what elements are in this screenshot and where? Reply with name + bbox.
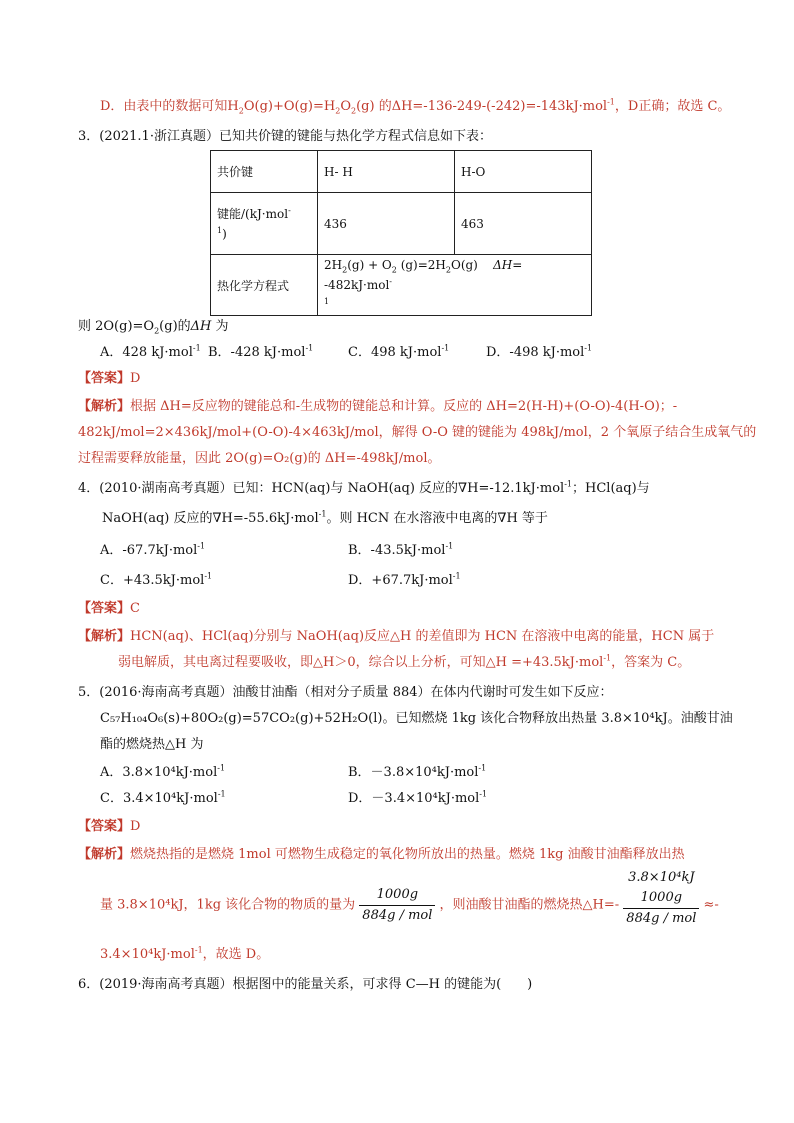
q3-analysis-1: 【解析】根据 ΔH=反应物的键能总和-生成物的键能总和计算。反应的 ΔH=2(H-H)+(O-O)-4(H-O)；- [78, 399, 678, 414]
bond-energy-table [210, 150, 592, 316]
table-cell: 热化学方程式 [211, 255, 318, 316]
q5-option-a: A．3.8×10⁴kJ·mol$^{-1}$ [100, 763, 226, 780]
q5-stem-3: 酯的燃烧热△H 为 [100, 737, 204, 752]
table-cell: 键能/(kJ·mol- $^1$) [211, 193, 318, 255]
q5-analysis-1: 【解析】燃烧热指的是燃烧 1mol 可燃物生成稳定的氧化物所放出的热量。燃烧 1kg 油酸甘油酯释放出热 [78, 847, 685, 862]
q4-option-a: A．-67.7kJ·mol$^{-1}$ [100, 541, 206, 558]
q3-option-b: B．-428 kJ·mol$^{-1}$ [208, 343, 314, 360]
q5-answer: 【答案】D [78, 819, 141, 834]
table-cell: $2H_2(g) + O_2$ $(g)=2H_2O(g)$ ΔH= -482kJ·mol- $^1$ [318, 255, 592, 316]
q5-analysis-3: 3.4×10⁴kJ·mol$^{-1}$，故选 D。 [100, 945, 270, 962]
table-cell: H- H [318, 151, 455, 193]
prev-answer-line: D．由表中的数据可知$H_2O(g)+O(g)=H_2O_2(g)$ 的ΔH=-136-249-(-242)=-143kJ·mol$^{-1}$，D正确；故选 C。 [100, 97, 731, 116]
q3-stem: 3．(2021.1·浙江真题）已知共价键的键能与热化学方程式信息如下表： [78, 129, 492, 144]
q3-option-d: D．-498 kJ·mol$^{-1}$ [486, 343, 593, 360]
q3-option-c: C．498 kJ·mol$^{-1}$ [348, 343, 450, 360]
q4-option-c: C．+43.5kJ·mol$^{-1}$ [100, 571, 213, 588]
fraction-2: 3.8×10⁴kJ 1000g 884g / mol [623, 868, 699, 929]
q3-answer: 【答案】D [78, 371, 141, 386]
table-cell: 436 [318, 193, 455, 255]
q4-option-d: D．+67.7kJ·mol$^{-1}$ [348, 571, 461, 588]
table-cell: 共价键 [211, 151, 318, 193]
q3-ask: 则 $2O(g)=O_2(g)$的ΔH 为 [78, 319, 229, 336]
q5-analysis-2: 量 3.8×10⁴kJ，1kg 该化合物的物质的量为 $\frac{1000g}{\text{884g / mol}}$ ，则油酸甘油酯的燃烧热△H=- 3.8×10⁴kJ 1000g 884g / mol ≈- [100, 882, 719, 929]
q6-stem: 6．(2019·海南高考真题）根据图中的能量关系，可求得 C—H 的键能为( ) [78, 977, 533, 992]
fraction-1: $\frac{1000g}{\text{884g / mol}}$ [359, 885, 435, 926]
table-cell: H-O [455, 151, 592, 193]
q4-analysis-1: 【解析】HCN(aq)、HCl(aq)分别与 NaOH(aq)反应△H 的差值即为 HCN 在溶液中电离的能量，HCN 属于 [78, 629, 715, 644]
q5-stem-1: 5．(2016·海南高考真题）油酸甘油酯（相对分子质量 884）在体内代谢时可发生如下反应： [78, 685, 613, 700]
q4-stem-2: NaOH(aq) 反应的∇H=-55.6kJ·mol$^{-1}$。则 HCN 在水溶液中电离的∇H 等于 [102, 509, 548, 526]
q3-analysis-3: 过程需要释放能量，因此 2O(g)=O₂(g)的 ΔH=-498kJ/mol。 [78, 451, 441, 466]
q5-option-d: D．－3.4×10⁴kJ·mol$^{-1}$ [348, 789, 488, 806]
q5-option-c: C．3.4×10⁴kJ·mol$^{-1}$ [100, 789, 226, 806]
q5-option-b: B．－3.8×10⁴kJ·mol$^{-1}$ [348, 763, 487, 780]
q4-option-b: B．-43.5kJ·mol$^{-1}$ [348, 541, 454, 558]
q5-stem-2: C₅₇H₁₀₄O₆(s)+80O₂(g)=57CO₂(g)+52H₂O(l)。已知燃烧 1kg 该化合物释放出热量 3.8×10⁴kJ。油酸甘油 [100, 711, 733, 726]
q4-analysis-2: 弱电解质，其电离过程要吸收，即△H＞0，综合以上分析，可知△H =+43.5kJ·mol$^{-1}$，答案为 C。 [118, 653, 691, 670]
q4-stem-1: 4．(2010·湖南高考真题）已知：HCN(aq)与 NaOH(aq) 反应的∇H=-12.1kJ·mol$^{-1}$；HCl(aq)与 [78, 479, 650, 496]
q3-option-a: A．428 kJ·mol$^{-1}$ [100, 343, 201, 360]
q3-analysis-2: 482kJ/mol=2×436kJ/mol+(O-O)-4×463kJ/mol，解得 O-O 键的键能为 498kJ/mol，2 个氧原子结合生成氧气的 [78, 425, 757, 440]
q4-answer: 【答案】C [78, 601, 140, 616]
table-cell: 463 [455, 193, 592, 255]
